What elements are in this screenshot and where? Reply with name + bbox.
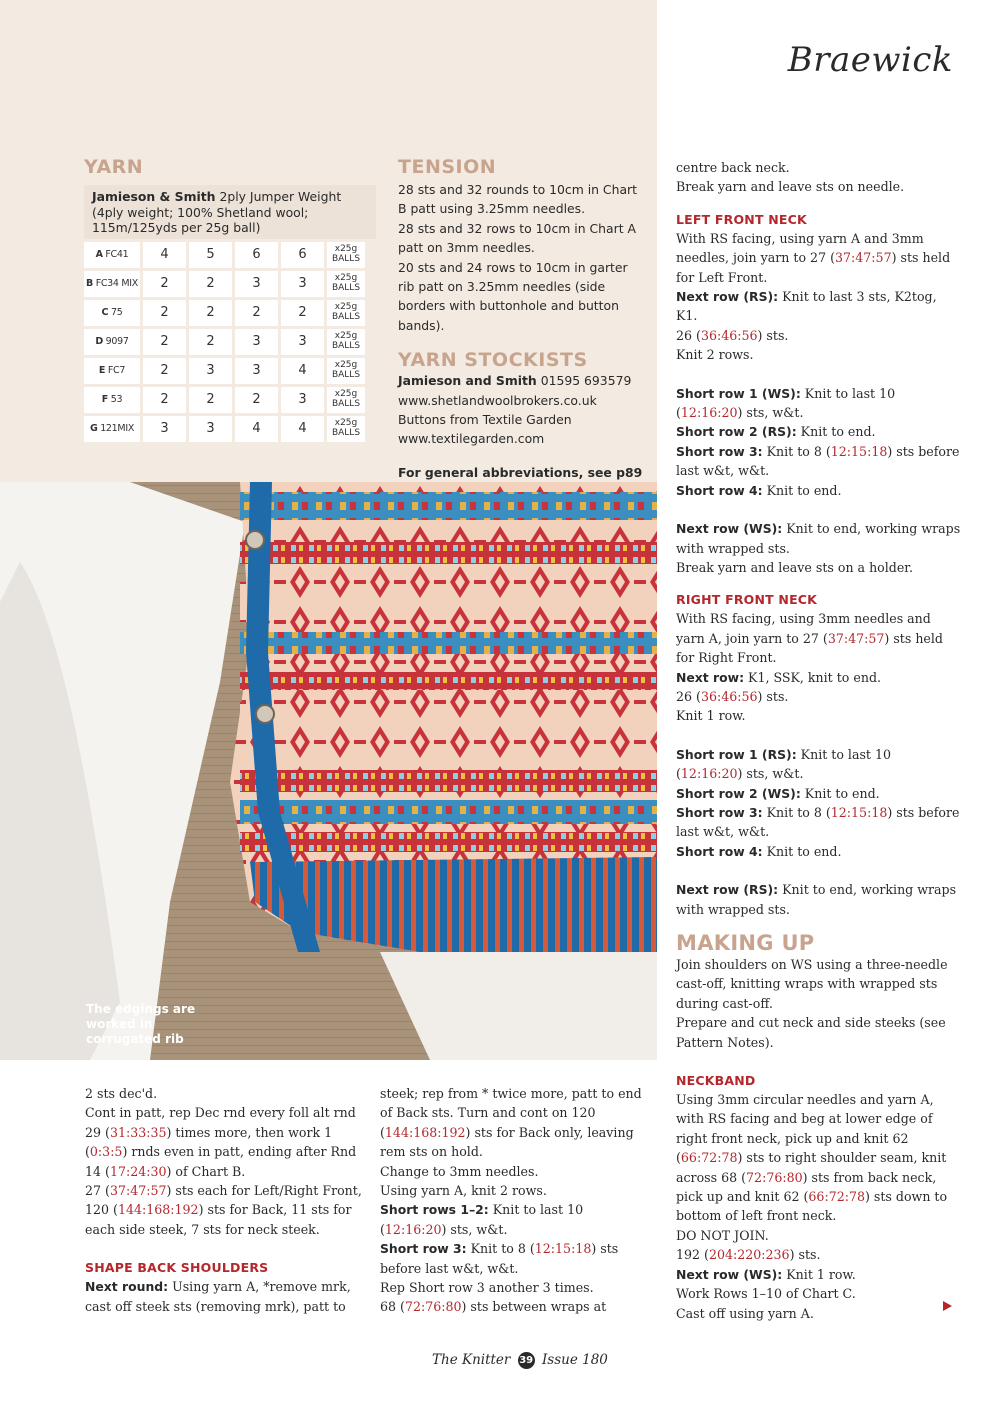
left-front-neck-heading: LEFT FRONT NECK xyxy=(676,211,807,227)
making-up-text: Join shoulders on WS using a three-needle cast-off, knitting wraps with wrapped sts during cast-off. xyxy=(676,957,948,1011)
stockist-url-1: www.shetlandwoolbrokers.co.uk xyxy=(398,392,597,408)
page-number: 39 xyxy=(518,1352,535,1369)
yarn-desc-text: 2ply Jumper Weight (4ply weight; 100% Shetland wool; 115m/125yds per 25g ball) xyxy=(92,189,342,236)
yarn-shade: G 121MIX xyxy=(84,416,140,442)
making-up-heading: MAKING UP xyxy=(676,931,815,955)
tension-text xyxy=(398,180,643,335)
issue-number: Issue 180 xyxy=(541,1352,608,1368)
yarn-quantity: 3 xyxy=(281,271,324,297)
yarn-shade: D 9097 xyxy=(84,329,140,355)
yarn-quantity: 6 xyxy=(281,242,324,268)
yarn-quantity: 2 xyxy=(143,329,186,355)
yarn-quantity: 2 xyxy=(143,387,186,413)
stockist-phone: 01595 693579 xyxy=(536,373,632,389)
yarn-row xyxy=(84,416,365,442)
yarn-quantity: 6 xyxy=(235,242,278,268)
yarn-unit: x25g BALLS xyxy=(327,416,365,442)
yarn-heading: YARN xyxy=(84,156,144,178)
yarn-quantity: 2 xyxy=(281,300,324,326)
yarn-section xyxy=(84,156,376,445)
photo-caption: The edgings are worked in corrugated rib xyxy=(86,1002,196,1046)
page-title: Braewick xyxy=(787,40,953,80)
yarn-brand: Jamieson & Smith xyxy=(92,189,216,204)
yarn-row xyxy=(84,300,365,326)
continue-arrow-icon xyxy=(943,1301,952,1311)
yarn-quantity: 2 xyxy=(235,300,278,326)
yarn-shade: E FC7 xyxy=(84,358,140,384)
yarn-quantity: 3 xyxy=(235,271,278,297)
yarn-quantity: 2 xyxy=(189,271,232,297)
text-knit-2-rows: Knit 2 rows. xyxy=(676,347,754,363)
yarn-quantity: 3 xyxy=(143,416,186,442)
magazine-name: The Knitter xyxy=(432,1352,511,1368)
yarn-row xyxy=(84,358,365,384)
stockist-name: Jamieson and Smith xyxy=(398,373,537,389)
yarn-unit: x25g BALLS xyxy=(327,271,365,297)
yarn-row xyxy=(84,242,365,268)
yarn-row xyxy=(84,387,365,413)
instructions-bottom-left: 2 sts dec'd. Cont in patt, rep Dec rnd every foll alt rnd 29 (31:33:35) times more, then work 1 (0:3:5) rnds even in patt, ending after Rnd 14 (17:24:30) of Chart B. 27 (37:47:57) sts each for Left/Right Front, 120 (144:168:192) sts for Back, 11 sts for each side steek, 7 sts for neck steek. SHAPE BACK SHOULDERS Next round: Using yarn A, *remove mrk, cast off steek sts (removing mrk), patt to xyxy=(85,1084,370,1316)
yarn-quantity: 2 xyxy=(189,329,232,355)
garment-photo xyxy=(0,482,657,1060)
yarn-quantity: 4 xyxy=(143,242,186,268)
yarn-quantity: 3 xyxy=(235,329,278,355)
page-footer xyxy=(432,1352,608,1369)
right-front-neck-heading: RIGHT FRONT NECK xyxy=(676,592,818,608)
yarn-row xyxy=(84,271,365,297)
text-break-yarn: Break yarn and leave sts on needle. xyxy=(676,179,905,195)
yarn-quantity: 2 xyxy=(143,300,186,326)
stockists-text xyxy=(398,371,643,482)
abbreviations-note: For general abbreviations, see p89 xyxy=(398,464,643,480)
tension-line-3: 20 sts and 24 rows to 10cm in garter rib patt on 3.25mm needles (side borders with buttonhole and button bands). xyxy=(398,259,628,333)
label-next-row: Next row (RS): xyxy=(676,289,779,305)
yarn-quantity: 2 xyxy=(143,271,186,297)
instructions-right-column: centre back neck. Break yarn and leave sts on needle. LEFT FRONT NECK With RS facing, using yarn A and 3mm needles, join yarn to 27 (37:47:57) sts held for Left Front. Next row (RS): Knit to last 3 sts, K2tog, K1. 26 (36:46:56) sts. Knit 2 rows. Short row 1 (WS): Knit to last 10 (12:16:20) sts, w&t. Short row 2 (RS): Knit to end. Short row 3: Knit to 8 (12:15:18) sts before last w&t, w&t. Short row 4: Knit to end. Next row (WS): Knit to end, working wraps with wrapped sts. Break yarn and leave sts on a holder. RIGHT FRONT NECK With RS facing, using 3mm needles and yarn A, join yarn to 27 (37:47:57) sts held for Right Front. Next row: K1, SSK, knit to end. 26 (36:46:56) sts. Knit 1 row. Short row 1 (RS): Knit to last 10 (12:16:20) sts, w&t. Short row 2 (WS): Knit to end. Short row 3: Knit to 8 (12:15:18) sts before last w&t, w&t. Short row 4: Knit to end. Next row (RS): Knit to end, working wraps with wrapped sts. MAKING UP Join shoulders on WS using a three-needle cast-off, knitting wraps with wrapped sts during cast-off. Prepare and cut neck and side steeks (see Pattern Notes). NECKBAND Using 3mm circular needles and yarn A, with RS facing and beg at lower edge of right front neck, pick up and knit 62 (66:72:78) sts to right shoulder seam, knit across 68 (72:76:80) sts from back neck, pick up and knit 62 (66:72:78) sts down to bottom of left front neck. DO NOT JOIN. 192 (204:220:236) sts. Next row (WS): Knit 1 row. Work Rows 1–10 of Chart C. Cast off using yarn A. xyxy=(676,160,961,1321)
tension-section xyxy=(398,156,643,482)
tension-line-2: 28 sts and 32 rows to 10cm in Chart A patt on 3mm needles. xyxy=(398,220,636,256)
yarn-quantity: 3 xyxy=(281,387,324,413)
yarn-quantity: 3 xyxy=(189,416,232,442)
neckband-text: Using 3mm circular needles and yarn A, with RS facing and beg at lower edge of right front neck, pick up and knit 62 (66:72:78) sts to right shoulder seam, knit across 68 (72:76:80) sts from back neck, pick up and knit 62 (66:72:78) sts down to bottom of left front neck. xyxy=(676,1092,948,1224)
yarn-quantity: 2 xyxy=(189,300,232,326)
yarn-shade: F 53 xyxy=(84,387,140,413)
yarn-quantity: 4 xyxy=(235,416,278,442)
yarn-unit: x25g BALLS xyxy=(327,242,365,268)
yarn-quantity: 4 xyxy=(281,416,324,442)
stockists-heading: YARN STOCKISTS xyxy=(398,349,588,372)
yarn-unit: x25g BALLS xyxy=(327,387,365,413)
yarn-quantity: 5 xyxy=(189,242,232,268)
yarn-quantity: 2 xyxy=(189,387,232,413)
instructions-bottom-middle: steek; rep from * twice more, patt to end of Back sts. Turn and cont on 120 (144:168:192) sts for Back only, leaving rem sts on hold. Change to 3mm needles. Using yarn A, knit 2 rows. Short rows 1–2: Knit to last 10 (12:16:20) sts, w&t. Short row 3: Knit to 8 (12:15:18) sts before last w&t, w&t. Rep Short row 3 another 3 times. 68 (72:76:80) sts between wraps at xyxy=(380,1086,642,1315)
yarn-row xyxy=(84,329,365,355)
left-front-neck-text: With RS facing, using yarn A and 3mm needles, join yarn to 27 (37:47:57) sts held for Left Front. xyxy=(676,230,951,285)
yarn-quantity: 2 xyxy=(143,358,186,384)
text-centre-back: centre back neck. xyxy=(676,160,790,175)
yarn-quantity: 3 xyxy=(235,358,278,384)
yarn-table xyxy=(81,239,368,445)
shape-back-shoulders-heading: SHAPE BACK SHOULDERS xyxy=(85,1260,269,1276)
stockist-buttons: Buttons from Textile Garden xyxy=(398,412,572,428)
yarn-quantity: 3 xyxy=(189,358,232,384)
stockist-url-2: www.textilegarden.com xyxy=(398,431,545,447)
tension-heading: TENSION xyxy=(398,156,497,178)
yarn-quantity: 2 xyxy=(235,387,278,413)
yarn-shade: C 75 xyxy=(84,300,140,326)
tension-line-1: 28 sts and 32 rounds to 10cm in Chart B patt using 3.25mm needles. xyxy=(398,182,637,217)
yarn-unit: x25g BALLS xyxy=(327,358,365,384)
yarn-shade: A FC41 xyxy=(84,242,140,268)
neckband-heading: NECKBAND xyxy=(676,1073,756,1089)
yarn-quantity: 3 xyxy=(281,329,324,355)
yarn-description xyxy=(84,185,376,239)
yarn-shade: B FC34 MIX xyxy=(84,271,140,297)
yarn-unit: x25g BALLS xyxy=(327,329,365,355)
yarn-unit: x25g BALLS xyxy=(327,300,365,326)
yarn-quantity: 4 xyxy=(281,358,324,384)
